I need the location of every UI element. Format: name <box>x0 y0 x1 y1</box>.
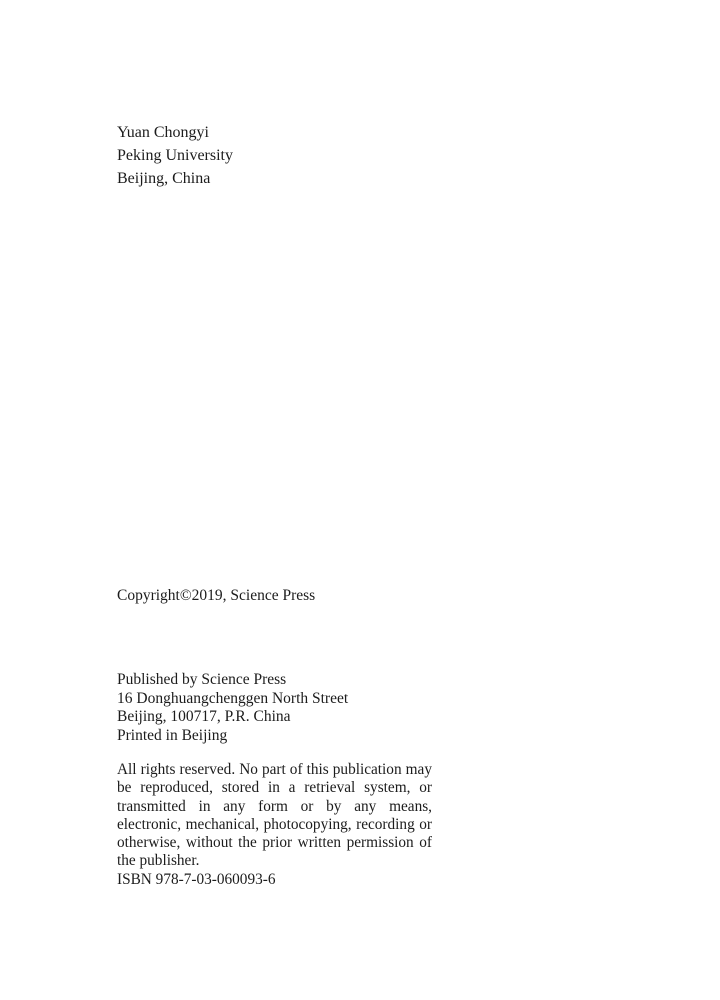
publisher-street: 16 Donghuangchenggen North Street <box>117 689 349 707</box>
publisher-block <box>117 671 348 746</box>
rights-block <box>117 761 432 889</box>
publisher-name: Published by Science Press <box>117 671 287 688</box>
rights-paragraph: All rights reserved. No part of this publication may be reproduced, stored in a retrieval system, or transmitted in any form or by any means, electronic, mechanical, photocopying, recording or otherwise, without the prior written permission of the publisher. <box>117 761 432 870</box>
copyright-notice: Copyright©2019, Science Press <box>117 587 316 604</box>
author-location: Beijing, China <box>117 170 211 187</box>
isbn-line: ISBN 978-7-03-060093-6 <box>117 870 276 888</box>
author-block <box>117 121 233 190</box>
printed-in: Printed in Beijing <box>117 727 228 745</box>
publisher-city: Beijing, 100717, P.R. China <box>117 708 291 726</box>
author-name: Yuan Chongyi <box>117 124 209 141</box>
author-affiliation: Peking University <box>117 147 233 164</box>
